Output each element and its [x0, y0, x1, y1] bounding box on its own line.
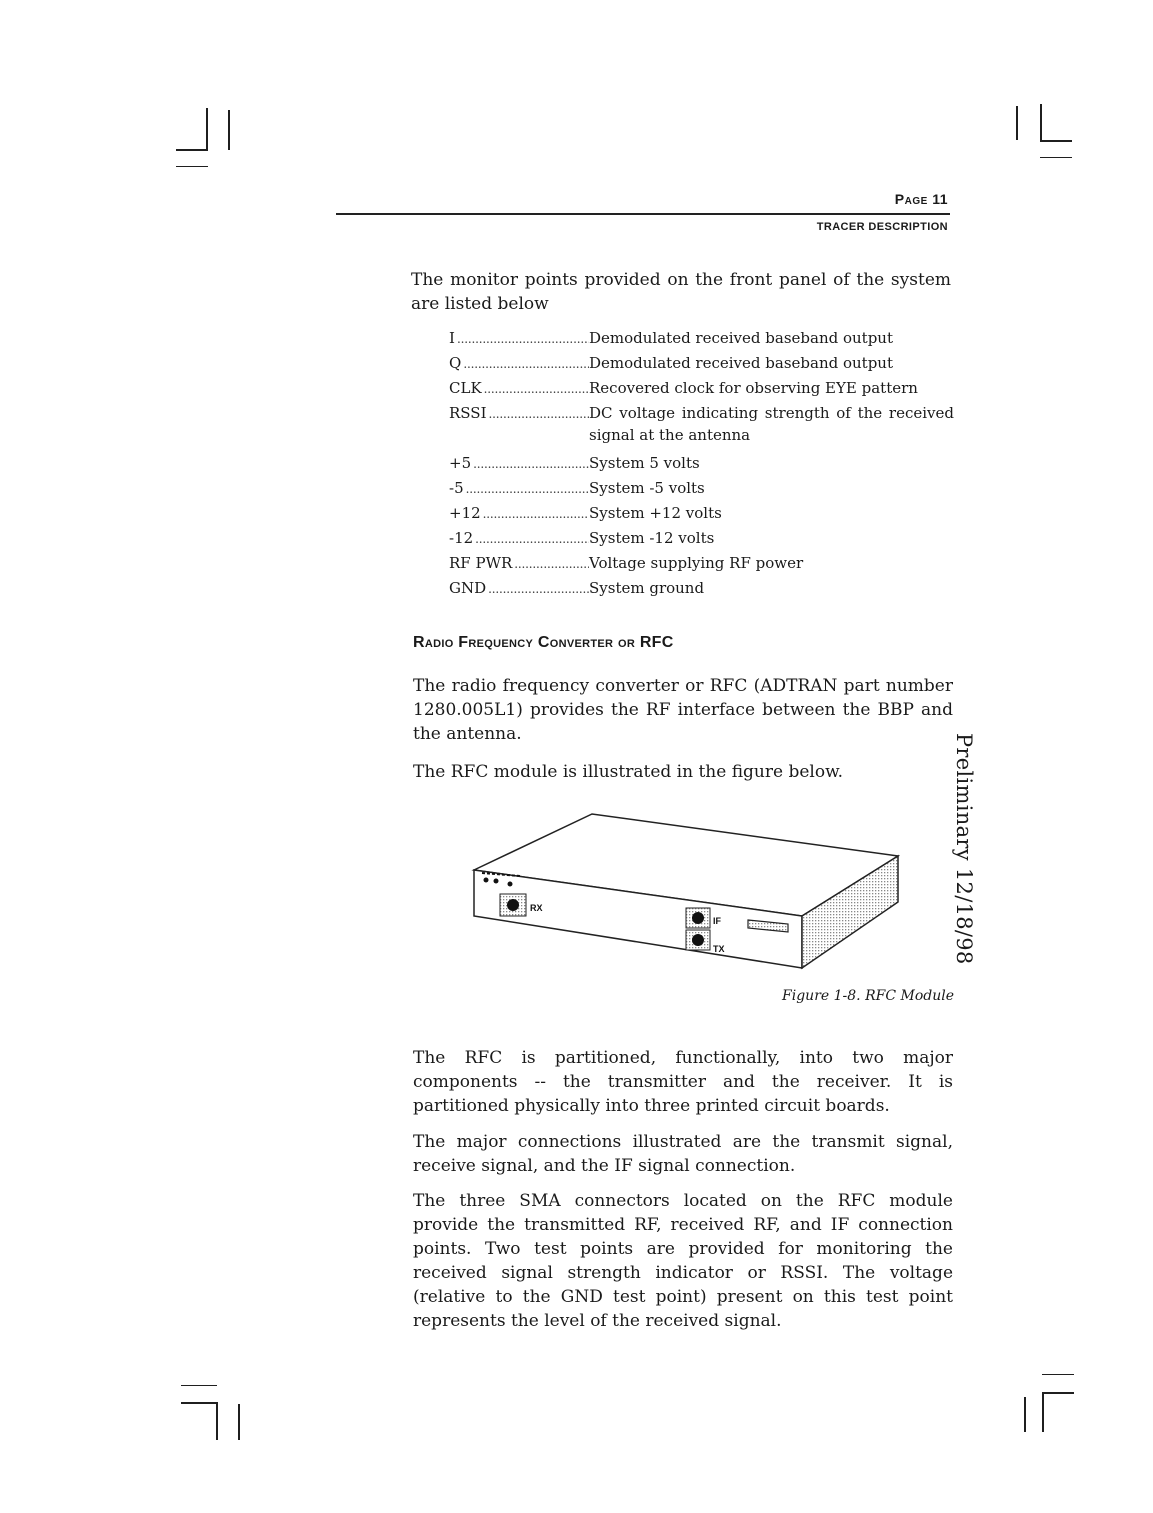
crop-mark: [176, 166, 208, 167]
monitor-point-term: +12: [449, 504, 481, 522]
list-item: [449, 452, 954, 477]
body-paragraph-2: The major connections illustrated are the transmit signal, receive signal, and the IF signal connection.: [413, 1132, 953, 1176]
monitor-point-desc: Demodulated received baseband output: [589, 329, 893, 347]
monitor-point-desc: Voltage supplying RF power: [589, 554, 804, 572]
leader-dots: [514, 552, 589, 575]
list-item: [449, 377, 954, 402]
running-section-title: TRACER DESCRIPTION: [816, 221, 948, 233]
rfc-module-figure: [470, 812, 900, 972]
monitor-point-term: -12: [449, 529, 474, 547]
leader-dots: [483, 502, 589, 525]
crop-mark: [1042, 1392, 1044, 1432]
rx-label: RX: [530, 903, 543, 913]
crop-mark: [1042, 1392, 1074, 1394]
monitor-point-term: Q: [449, 354, 462, 372]
crop-mark: [1040, 157, 1072, 158]
leader-dots: [466, 477, 589, 500]
monitor-point-desc: System -12 volts: [589, 529, 715, 547]
leader-dots: [488, 577, 589, 600]
if-connector: [692, 912, 704, 924]
monitor-point-term: RF PWR: [449, 554, 513, 572]
body-paragraph-1: The RFC is partitioned, functionally, into two major components -- the transmitter and the receiver. It is partitioned physically into three printed circuit boards.: [413, 1048, 953, 1116]
tx-connector: [692, 934, 704, 946]
crop-mark: [181, 1402, 217, 1404]
monitor-point-term: +5: [449, 454, 472, 472]
list-item: [449, 502, 954, 527]
list-item: [449, 577, 954, 602]
side-note: [950, 733, 976, 965]
monitor-point-term: CLK: [449, 379, 482, 397]
monitor-point-desc: System +12 volts: [589, 504, 722, 522]
page-number: Page 11: [894, 191, 948, 207]
monitor-point-desc: System ground: [589, 579, 705, 597]
rx-connector: [507, 899, 519, 911]
monitor-point-term: RSSI: [449, 404, 487, 422]
monitor-point-desc: System -5 volts: [589, 479, 705, 497]
monitor-point-desc: System 5 volts: [589, 454, 700, 472]
crop-mark: [1024, 1397, 1026, 1432]
if-label: IF: [713, 916, 721, 926]
leader-dots: [457, 327, 589, 350]
list-item: [449, 402, 954, 452]
crop-mark: [238, 1404, 240, 1440]
intro-paragraph: The monitor points provided on the front panel of the system are listed below: [411, 270, 951, 314]
leader-dots: [473, 452, 589, 475]
list-item: [449, 352, 954, 377]
crop-mark: [228, 110, 230, 150]
header-rule: [336, 213, 950, 215]
leader-dots: [484, 377, 589, 400]
rfc-paragraph-1: The radio frequency converter or RFC (ADTRAN part number 1280.005L1) provides the RF interface between the BBP and the antenna.: [413, 676, 953, 744]
body-paragraph-3: The three SMA connectors located on the RFC module provide the transmitted RF, received RF, and IF connection points. Two test points are provided for monitoring the received signal strength indicator or RSSI. The voltage (relative to the GND test point) present on this test point represents the level of the received signal.: [413, 1191, 953, 1331]
crop-mark: [1042, 1374, 1074, 1375]
leader-dots: [489, 402, 589, 425]
leader-dots: [463, 352, 589, 375]
list-item: [449, 477, 954, 502]
crop-mark: [1040, 140, 1072, 142]
list-item: [449, 527, 954, 552]
monitor-point-desc: Recovered clock for observing EYE pattern: [589, 379, 918, 397]
crop-mark: [1016, 106, 1018, 140]
monitor-points-list: [449, 327, 954, 602]
crop-mark: [181, 1385, 217, 1386]
tx-label: TX: [713, 944, 725, 954]
leader-dots: [475, 527, 589, 550]
crop-mark: [176, 149, 206, 151]
rfc-paragraph-2: The RFC module is illustrated in the figure below.: [413, 762, 844, 782]
monitor-point-desc: Demodulated received baseband output: [589, 354, 893, 372]
section-heading: Radio Frequency Converter or RFC: [413, 634, 674, 651]
list-item: [449, 552, 954, 577]
list-item: [449, 327, 954, 352]
monitor-point-desc: DC voltage indicating strength of the received signal at the antenna: [589, 404, 954, 444]
monitor-point-term: GND: [449, 579, 487, 597]
monitor-point-term: I: [449, 329, 455, 347]
monitor-point-term: -5: [449, 479, 464, 497]
crop-mark: [206, 108, 208, 151]
crop-mark: [216, 1402, 218, 1440]
figure-caption: Figure 1-8. RFC Module: [782, 988, 954, 1004]
crop-mark: [1040, 104, 1042, 140]
preliminary-date-note: Preliminary 12/18/98: [952, 733, 976, 965]
